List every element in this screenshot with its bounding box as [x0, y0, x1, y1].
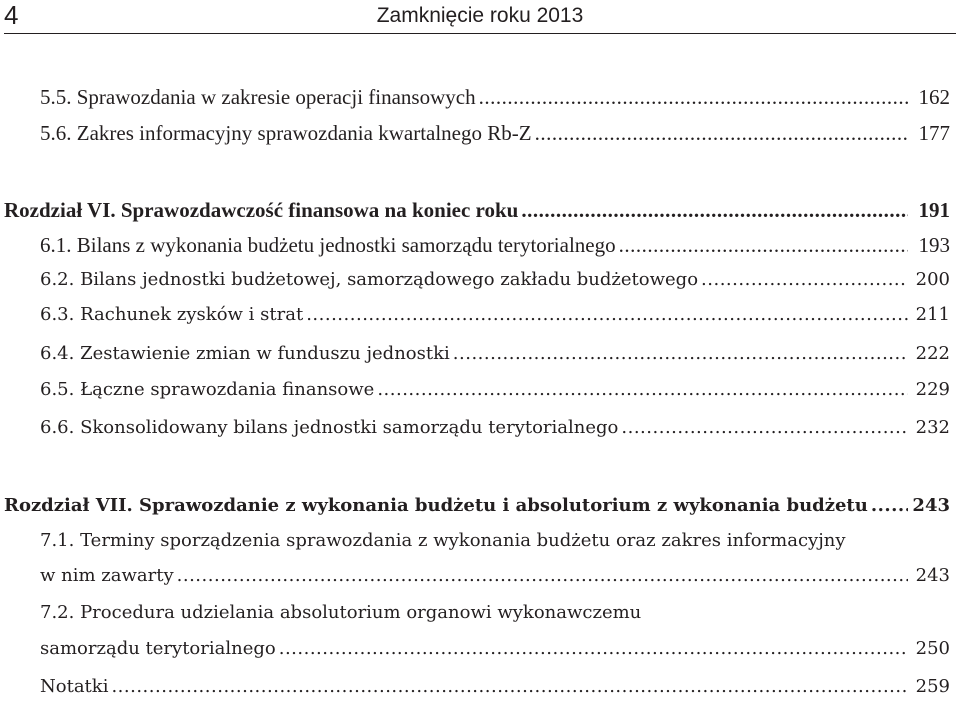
- toc-entry-title: 6.3. Rachunek zysków i strat: [40, 304, 304, 325]
- toc-leader-dots: [521, 195, 908, 225]
- toc-entry-title: 6.4. Zestawienie zmian w funduszu jednostki: [40, 343, 450, 364]
- toc-entry-page: 232: [915, 417, 950, 438]
- toc-entry-title: 7.2. Procedura udzielania absolutorium organowi wykonawczemu: [40, 602, 642, 623]
- toc-entry-page: 177: [918, 121, 950, 145]
- toc-entry-6-4[interactable]: [40, 339, 950, 369]
- toc-entry-page: 243: [915, 565, 950, 586]
- toc-leader-dots: [111, 672, 908, 702]
- toc-entry-notatki[interactable]: [40, 672, 950, 702]
- toc-entry-title: 5.5. Sprawozdania w zakresie operacji finansowych: [40, 85, 476, 109]
- toc-entry-5-5[interactable]: [40, 82, 950, 112]
- toc-chapter-7[interactable]: [4, 491, 950, 521]
- toc-entry-6-1[interactable]: [40, 230, 950, 260]
- toc-leader-dots: [621, 413, 908, 443]
- toc-leader-dots: [535, 118, 908, 148]
- toc-entry-title: 5.6. Zakres informacyjny sprawozdania kwartalnego Rb-Z: [40, 121, 532, 145]
- toc-chapter-6[interactable]: [4, 195, 950, 225]
- toc-leader-dots: [306, 300, 908, 330]
- toc-entry-title: Notatki: [40, 676, 109, 697]
- toc-leader-dots: [279, 634, 908, 664]
- toc-entry-title: 6.1. Bilans z wykonania budżetu jednostki samorządu terytorialnego: [40, 233, 616, 257]
- toc-entry-page: 200: [915, 269, 950, 290]
- page-number: 4: [4, 0, 19, 30]
- toc-entry-page: 162: [918, 85, 950, 109]
- toc-entry-6-3[interactable]: [40, 300, 950, 330]
- toc-leader-dots: [377, 375, 908, 405]
- toc-leader-dots: [453, 339, 908, 369]
- toc-entry-page: 211: [915, 304, 950, 325]
- toc-entry-7-1-line1[interactable]: [40, 526, 950, 556]
- toc-chapter-title: Rozdział VII. Sprawozdanie z wykonania budżetu i absolutorium z wykonania budżetu: [4, 495, 868, 516]
- running-title: Zamknięcie roku 2013: [376, 4, 584, 27]
- toc-entry-title: w nim zawarty: [40, 565, 174, 586]
- toc-entry-6-6[interactable]: [40, 413, 950, 443]
- toc-entry-page: 229: [915, 379, 950, 400]
- toc-entry-7-1-line2[interactable]: [40, 561, 950, 591]
- toc-entry-title: samorządu terytorialnego: [40, 638, 276, 659]
- toc-entry-page: 193: [918, 233, 950, 257]
- toc-entry-6-2[interactable]: [40, 265, 950, 295]
- toc-chapter-title: Rozdział VI. Sprawozdawczość finansowa na koniec roku: [4, 198, 519, 222]
- toc-entry-page: 243: [912, 495, 950, 516]
- toc-entry-page: 259: [915, 676, 950, 697]
- toc-entry-title: 6.2. Bilans jednostki budżetowej, samorządowego zakładu budżetowego: [40, 269, 699, 290]
- toc-entry-page: 191: [918, 198, 950, 222]
- toc-entry-title: 7.1. Terminy sporządzenia sprawozdania z wykonania budżetu oraz zakres informacyjny: [40, 530, 846, 551]
- toc-leader-dots: [871, 491, 908, 521]
- toc-leader-dots: [701, 265, 908, 295]
- toc-entry-page: 222: [915, 343, 950, 364]
- page-header: [0, 0, 960, 34]
- toc-entry-page: 250: [915, 638, 950, 659]
- toc-leader-dots: [479, 82, 908, 112]
- toc-entry-6-5[interactable]: [40, 375, 950, 405]
- toc-leader-dots: [619, 230, 908, 260]
- toc-entry-title: 6.6. Skonsolidowany bilans jednostki samorządu terytorialnego: [40, 417, 619, 438]
- toc-entry-7-2-line1[interactable]: [40, 598, 950, 628]
- toc-leader-dots: [177, 561, 908, 591]
- toc-entry-5-6[interactable]: [40, 118, 950, 148]
- header-rule: [4, 33, 956, 34]
- toc-entry-title: 6.5. Łączne sprawozdania finansowe: [40, 379, 375, 400]
- toc-entry-7-2-line2[interactable]: [40, 634, 950, 664]
